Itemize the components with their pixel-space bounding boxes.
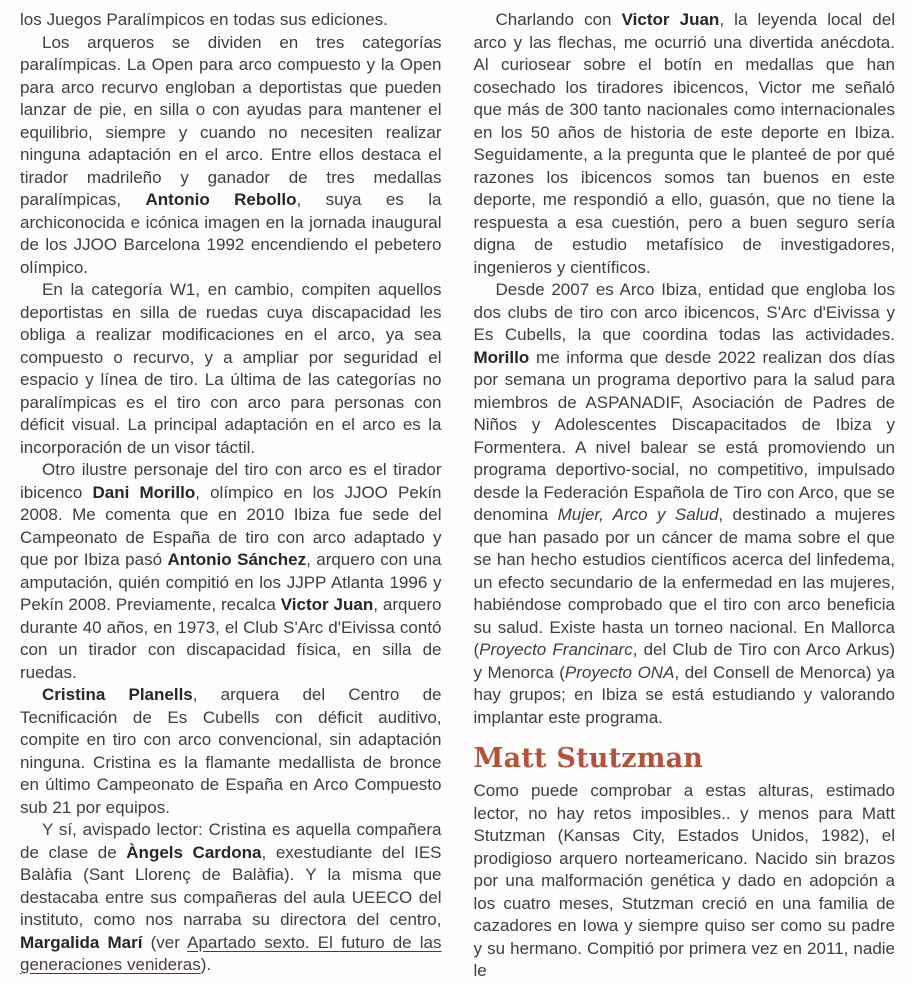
text-run: Desde 2007 es Arco Ibiza, entidad que engloba los dos clubs de tiro con arco ibicencos, S'Arc d'Eivissa y Es Cubells, la que coordina todas las actividades. xyxy=(473,280,895,344)
paragraph xyxy=(20,9,442,32)
text-run: , la leyenda local del arco y las flechas, me ocurrió una divertida anécdota. Al curiosear sobre el botín en medallas que han cosechado los tiradores ibicencos, Victor me señaló que más de 300 tanto nacionales como internacionales en los 50 años de historia de este deporte en Ibiza. Seguidamente, a la pregunta que le planteé de por qué razones los ibicencos somos tan buenos en este deporte, me respondió a ello, guasón, que no tiene la respuesta a esa cuestión, pero a buen seguro sería digna de estudio metafísico de investigadores, ingenieros y científicos. xyxy=(473,10,895,277)
cross-reference-link[interactable]: Apartado sexto. El futuro de las generaciones venideras xyxy=(20,932,442,974)
person-name: Antonio Rebollo xyxy=(145,190,297,209)
text-run: Y sí, avispado lector: Cristina es aquella compañera de clase de xyxy=(20,820,442,862)
paragraph xyxy=(20,279,442,459)
person-name: Dani Morillo xyxy=(92,482,196,502)
paragraph xyxy=(474,780,896,983)
text-run: , arquero durante 40 años, en 1973, el Club S'Arc d'Eivissa contó con un tirador con discapacidad física, en silla de ruedas. xyxy=(20,595,442,682)
text-run: los Juegos Paralímpicos en todas sus ediciones. xyxy=(20,10,388,29)
section-heading: Matt Stutzman xyxy=(473,743,704,774)
person-name: Antonio Sánchez xyxy=(167,550,307,569)
text-run: Como puede comprobar a estas alturas, estimado lector, no hay retos imposibles.. y menos para Matt Stutzman (Kansas City, Estados Unidos, 1982), el prodigioso arquero norteamericano. Nacido sin brazos por una malformación genética y dado en adopción a los cuatro meses, Stutzman creció en una familia de cazadores en Iowa y siempre quiso ser como su padre y su hermano. Compitió por primera vez en 2011, nadie le xyxy=(473,781,895,980)
text-run: , destinado a mujeres que han pasado por un cáncer de mama sobre el que se han hecho estudios científicos acerca del linfedema, un efecto secundario de la enfermedad en las mujeres, habiéndose comprobado que el tiro con arco beneficia su salud. Existe hasta un torneo nacional. En Mallorca ( xyxy=(473,505,895,659)
text-run: , suya es la archiconocida e icónica imagen en la jornada inaugural de los JJOO Barcelona 1992 encendiendo el pebetero olímpico. xyxy=(20,190,442,277)
person-name: Morillo xyxy=(473,347,530,367)
right-column xyxy=(473,9,896,980)
paragraph xyxy=(474,9,896,279)
text-run: , arquero con una amputación, quién compitió en los JJPP Atlanta 1996 y Pekín 2008. Previamente, recalca xyxy=(20,550,442,614)
program-name: Mujer, Arco y Salud xyxy=(557,505,719,524)
person-name: Cristina Planells xyxy=(42,685,193,704)
paragraph xyxy=(20,459,442,684)
text-run: En la categoría W1, en cambio, compiten aquellos deportistas en silla de ruedas cuya discapacidad les obliga a realizar modificaciones en el arco, ya sea compuesto o recurvo, y a ampliar por seguridad el espacio y línea de tiro. La última de las categorías no paralímpicas es el tiro con arco para personas con déficit visual. La principal adaptación en el arco es la incorporación de un visor táctil. xyxy=(20,280,442,457)
paragraph xyxy=(20,684,442,819)
text-run: , exestudiante del IES Balàfia (Sant Llorenç de Balàfia). Y la misma que destacaba entre sus compañeras del aula UEECO del instituto, como nos narraba su directora del centro, xyxy=(20,842,442,929)
text-run: , del Club de Tiro con Arco Arkus) y Menorca ( xyxy=(473,640,896,682)
person-name: Àngels Cardona xyxy=(126,842,262,862)
paragraph xyxy=(20,819,442,977)
paragraph xyxy=(474,279,896,729)
program-name: Proyecto ONA xyxy=(564,662,675,682)
person-name: Margalida Marí xyxy=(20,932,143,952)
person-name: Victor Juan xyxy=(280,595,374,614)
text-run: , arquera del Centro de Tecnificación de Es Cubells con déficit auditivo, compite en tiro con arco convencional, sin adaptación ninguna. Cristina es la flamante medallista de bronce en último Campeonato de España en Arco Compuesto sub 21 por equipos. xyxy=(20,685,442,817)
text-run: , del Consell de Menorca) ya hay grupos; en Ibiza se está estudiando y valorando implantar este programa. xyxy=(473,662,895,727)
left-column xyxy=(20,9,442,974)
text-run: , olímpico en los JJOO Pekín 2008. Me comenta que en 2010 Ibiza fue sede del Campeonato de España de tiro con arco adaptado y que por Ibiza pasó xyxy=(20,482,442,569)
person-name: Victor Juan xyxy=(621,10,720,29)
paragraph xyxy=(20,32,442,280)
text-run: Otro ilustre personaje del tiro con arco es el tirador ibicenco xyxy=(20,460,442,502)
text-run: Los arqueros se dividen en tres categorías paralímpicas. La Open para arco compuesto y la Open para arco recurvo engloban a deportistas que pueden lanzar de pie, en silla o con ayudas para mantener el equilibrio, siempre y cuando no necesiten realizar ninguna adaptación en el arco. Entre ellos destaca el tirador madrileño y ganador de tres medallas paralímpicas, xyxy=(20,32,442,209)
text-run: (ver xyxy=(142,932,188,952)
program-name: Proyecto Francinarc xyxy=(479,640,633,659)
text-run: Charlando con xyxy=(495,10,622,29)
text-run: me informa que desde 2022 realizan dos días por semana un programa deportivo para la salud para miembros de ASPANADIF, Asociación de Padres de Niños y Adolescentes Discapacitados de Ibiza y Formentera. A nivel balear se está promoviendo un programa deportivo-social, no competitivo, impulsado desde la Federación Española de Tiro con Arco, que se denomina xyxy=(473,347,895,524)
text-run: ). xyxy=(200,955,212,974)
